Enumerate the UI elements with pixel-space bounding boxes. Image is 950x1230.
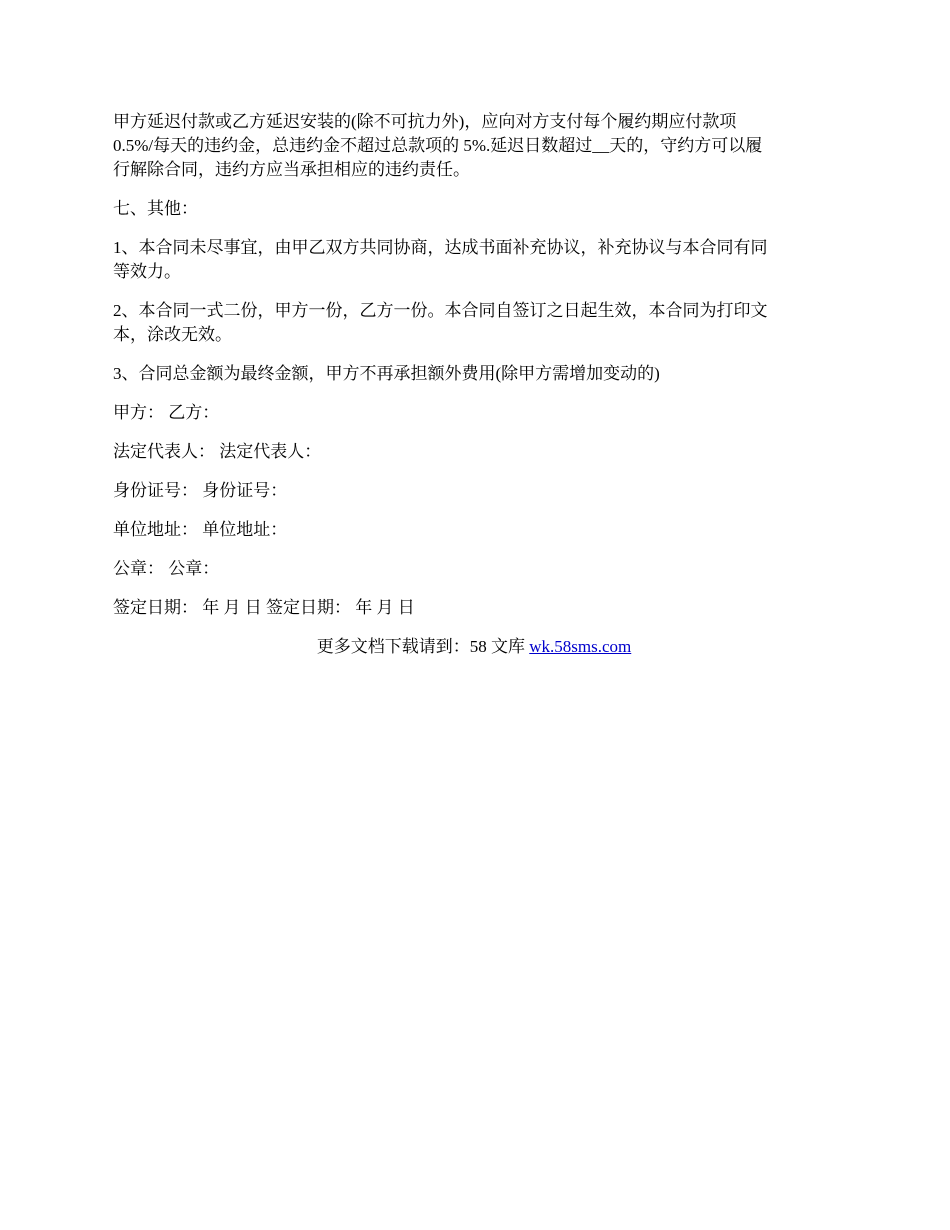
signature-party: 甲方： 乙方： — [113, 403, 220, 422]
item-1-line-1: 1、本合同未尽事宜，由甲乙双方共同协商，达成书面补充协议，补充协议与本合同有同 — [113, 238, 768, 257]
item-2 — [113, 299, 835, 347]
item-3-line-1: 3、合同总金额为最终金额，甲方不再承担额外费用(除甲方需增加变动的) — [113, 364, 660, 383]
penalty-clause-line-1: 甲方延迟付款或乙方延迟安装的(除不可抗力外)，应向对方支付每个履约期应付款项 — [113, 112, 737, 131]
item-1-line-2: 等效力。 — [113, 262, 181, 281]
signature-seal: 公章： 公章： — [113, 559, 220, 578]
signature-address: 单位地址： 单位地址： — [113, 520, 288, 539]
signature-id-number: 身份证号： 身份证号： — [113, 481, 288, 500]
footer-text: 更多文档下载请到：58 文库 — [316, 637, 530, 656]
footer-link[interactable]: wk.58sms.com — [529, 637, 632, 656]
penalty-clause — [113, 110, 835, 182]
section-title-other: 七、其他： — [113, 199, 198, 218]
signature-date: 签定日期： 年 月 日 签定日期： 年 月 日 — [113, 598, 415, 617]
footer — [113, 635, 835, 659]
penalty-clause-line-3: 行解除合同，违约方应当承担相应的违约责任。 — [113, 160, 470, 179]
item-2-line-2: 本，涂改无效。 — [113, 325, 232, 344]
document-page — [113, 110, 835, 674]
signature-representative: 法定代表人： 法定代表人： — [113, 442, 322, 461]
item-2-line-1: 2、本合同一式二份，甲方一份，乙方一份。本合同自签订之日起生效，本合同为打印文 — [113, 301, 768, 320]
item-1 — [113, 236, 835, 284]
penalty-clause-line-2: 0.5%/每天的违约金，总违约金不超过总款项的 5%.延迟日数超过__天的，守约方可以履 — [113, 136, 763, 155]
item-3 — [113, 362, 835, 386]
